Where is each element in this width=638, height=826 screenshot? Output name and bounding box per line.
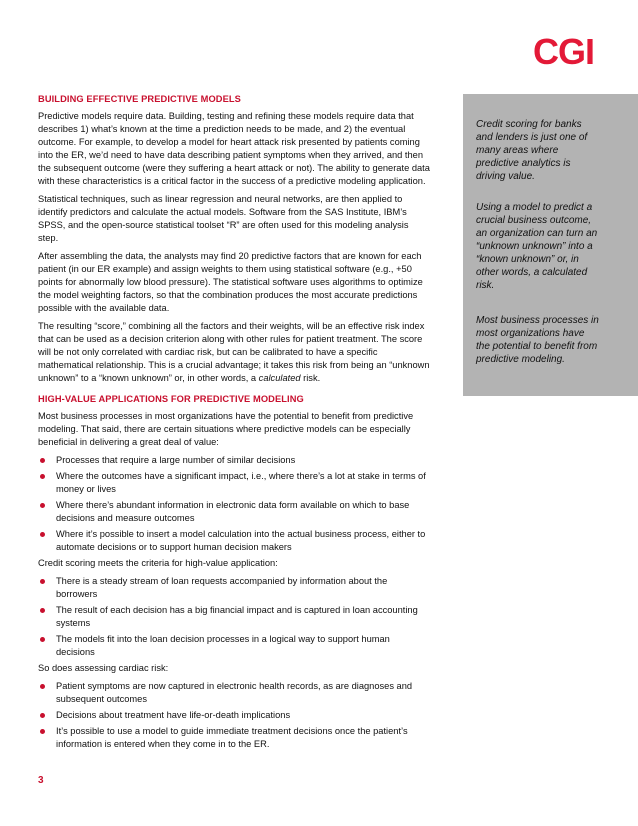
list-item: Where it’s possible to insert a model calculation into the actual business process, either to automate decisions or to support human decision makers <box>38 528 430 554</box>
page-number: 3 <box>38 775 44 786</box>
bullet-list-cardiac <box>38 680 430 751</box>
paragraph: So does assessing cardiac risk: <box>38 663 169 673</box>
bullet-list-credit <box>38 575 430 659</box>
paragraph: Statistical techniques, such as linear regression and neural networks, are then applied to identify predictors and calculate the actual models. Software from the SAS Institute, IBM’s SPSS, and the open-source statistical toolset “R” are often used for this modeling analysis step. <box>38 194 409 243</box>
list-item: Decisions about treatment have life-or-death implications <box>38 709 430 722</box>
paragraph: Credit scoring meets the criteria for high-value application: <box>38 558 278 568</box>
list-item: Where the outcomes have a significant impact, i.e., where there’s a lot at stake in terms of money or lives <box>38 470 430 496</box>
list-item: Patient symptoms are now captured in electronic health records, as are diagnoses and subsequent outcomes <box>38 680 430 706</box>
list-item: It’s possible to use a model to guide immediate treatment decisions once the patient’s information is entered when they come in to the ER. <box>38 725 430 751</box>
list-item: There is a steady stream of loan requests accompanied by information about the borrowers <box>38 575 430 601</box>
paragraph-text: risk. <box>300 373 321 383</box>
list-item: Where there’s abundant information in electronic data form available on which to base decisions and measure outcomes <box>38 499 430 525</box>
sidebar-quote-processes: Most business processes in most organizations have the potential to benefit from predictive modeling. <box>476 315 599 365</box>
main-content <box>38 93 430 754</box>
list-item: The result of each decision has a big financial impact and is captured in loan accounting systems <box>38 604 430 630</box>
paragraph-text: The resulting “score,” combining all the factors and their weights, will be an effective risk index that can be used as a decision criterion along with other rules for patient treatment. The score will be not only correlated with cardiac risk, but can be calibrated to have a specific mathematical relationship. This is a crucial advantage; it takes this risk from being an “unknown unknown” to a “known unknown” or, in other words, a <box>38 321 430 383</box>
paragraph: Most business processes in most organizations have the potential to benefit from predictive modeling. That said, there are certain situations where predictive models can be especially beneficial in delivering a great deal of value: <box>38 411 414 447</box>
paragraph: Predictive models require data. Building, testing and refining these models require data that describes 1) what’s known at the time a prediction needs to be made, and 2) the eventual outcome. For example, to develop a model for heart attack risk presented by patients coming into the ER, we’d need to have data describing patient symptoms when they arrived, and then the subsequent outcome (were they suffering a heart attack or not). The ability to generate data with these characteristics is a critical factor in the success of a predictive modeling application. <box>38 111 430 186</box>
list-item: The models fit into the loan decision processes in a logical way to support human decisions <box>38 633 430 659</box>
emphasis-calculated: calculated <box>258 373 301 383</box>
paragraph <box>38 320 430 385</box>
list-item: Processes that require a large number of similar decisions <box>38 454 430 467</box>
bullet-list-situations <box>38 454 430 554</box>
paragraph: After assembling the data, the analysts may find 20 predictive factors that are known for each patient (in our ER example) and assign weights to them using statistical software (e.g., +50 points for abnormally low blood pressure). The statistical software uses algorithms to optimize the model weighting factors, so that the combination produces the most accurate predictions possible with the available data. <box>38 251 423 313</box>
sidebar-quote-risk: Using a model to predict a crucial business outcome, an organization can turn an “unknown unknown” into a “known unknown” or, in other words, a calculated risk. <box>476 202 598 291</box>
section-heading-high-value: HIGH-VALUE APPLICATIONS FOR PREDICTIVE MODELING <box>38 394 304 404</box>
sidebar-quote-credit: Credit scoring for banks and lenders is just one of many areas where predictive analytics is driving value. <box>476 119 588 182</box>
cgi-logo: CGI <box>533 31 595 72</box>
section-heading-building-models: BUILDING EFFECTIVE PREDICTIVE MODELS <box>38 94 241 104</box>
